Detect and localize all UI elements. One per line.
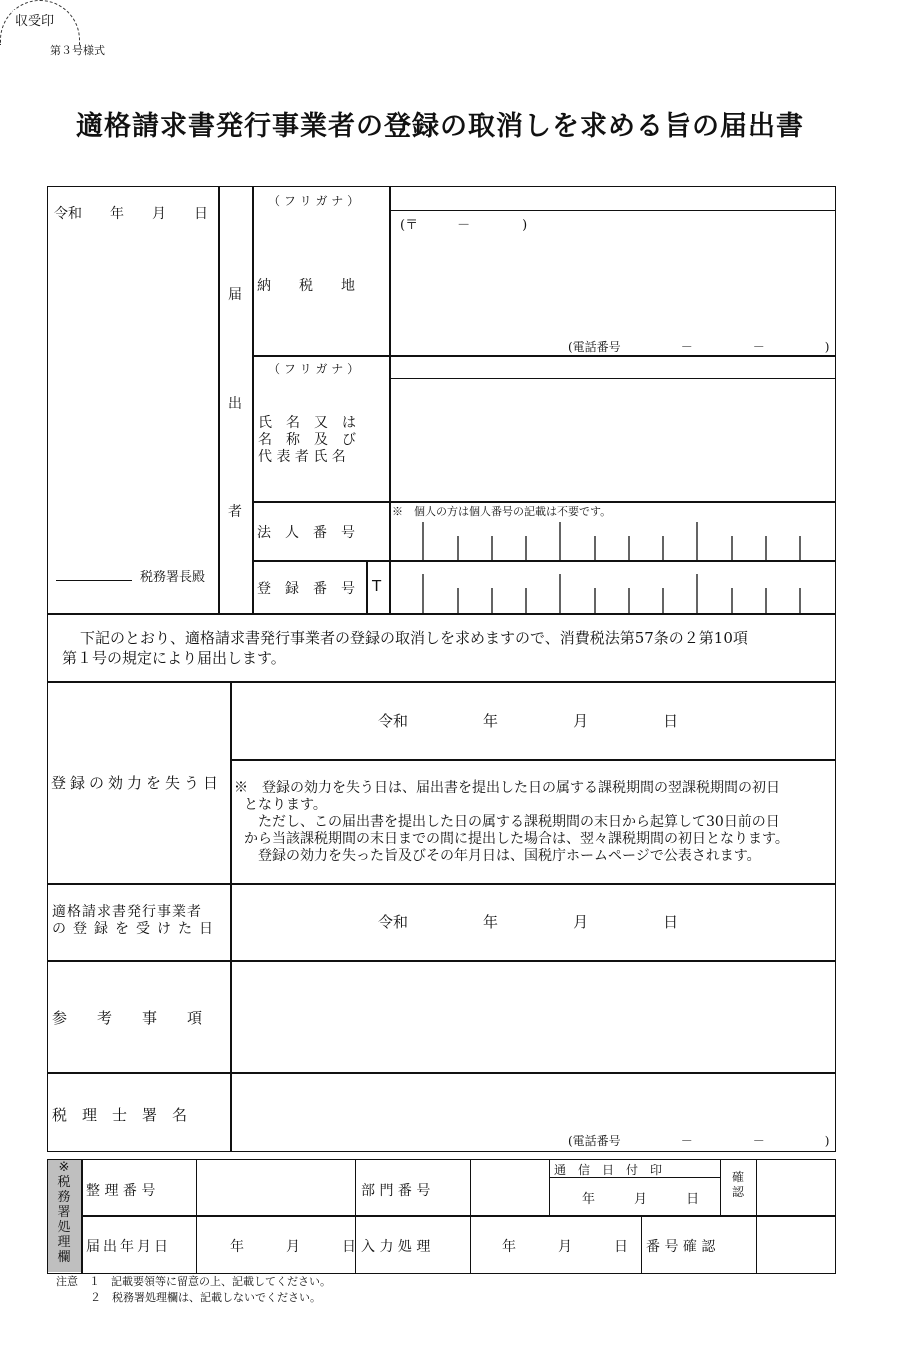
address-phone[interactable]: (電話番号 － － ) <box>568 340 830 354</box>
stamp-label: 収受印 <box>13 10 56 29</box>
registered-date[interactable]: 令和 年 月 日 <box>378 913 679 931</box>
confirm-label: 確 認 <box>731 1170 744 1199</box>
lose-effect-date[interactable]: 令和 年 月 日 <box>378 712 679 730</box>
filed-date-label: 届出年月日 <box>86 1239 171 1255</box>
number-confirm-label: 番 号 確 認 <box>646 1239 716 1255</box>
input-process-label: 入 力 処 理 <box>361 1239 431 1255</box>
notes: 注意 １ 記載要領等に留意の上、記載してください。 ２ 税務署処理欄は、記載しないでください。 <box>56 1275 331 1304</box>
applicant-char-3: 者 <box>228 504 242 520</box>
corp-number-note: ※ 個人の方は個人番号の記載は不要です。 <box>392 505 612 518</box>
postal-code[interactable]: (〒 － ) <box>400 218 528 233</box>
comm-date-ymd: 年 月 日 <box>582 1192 700 1207</box>
statement: 下記のとおり、適格請求書発行事業者の登録の取消しを求めますので、消費税法第57条の２第10項 第１号の規定により届出します。 <box>62 629 748 667</box>
applicant-char-1: 届 <box>228 287 242 303</box>
filing-date[interactable]: 令和 年 月 日 <box>54 206 208 222</box>
lose-effect-label: 登録の効力を失う日 <box>51 774 223 792</box>
corp-number-label: 法 人 番 号 <box>257 525 355 541</box>
lose-effect-notes: ※ 登録の効力を失う日は、届出書を提出した日の属する課税期間の翌課税期間の初日 となります。 ただし、この届出書を提出した日の属する課税期間の末日から起算して30日前の日 から当該課税期間の末日までの間に提出した場合は、翌々課税期間の初日となります。 登録の効力を失った旨及びその年月日は、国税庁ホームページで公表されます。 <box>234 780 789 864</box>
reference-label: 参 考 事 項 <box>52 1009 203 1027</box>
name-label: 氏 名 又 は 名 称 及 び 代 表 者 氏 名 <box>258 415 356 465</box>
reg-number-label: 登 録 番 号 <box>257 581 355 597</box>
reception-stamp-area <box>0 0 80 45</box>
form-number: 第３号様式 <box>50 44 105 57</box>
comm-date-label: 通 信 日 付 印 <box>554 1163 663 1177</box>
office-vertical-label: ※ 税 務 署 処 理 欄 <box>57 1160 71 1265</box>
tax-office-label: 税務署長殿 <box>140 570 206 585</box>
filed-date-ymd: 年 月 日 <box>230 1239 356 1255</box>
accountant-label: 税 理 士 署 名 <box>52 1106 188 1124</box>
address-label: 納 税 地 <box>257 278 355 294</box>
number-digit-boxes[interactable] <box>389 501 836 614</box>
dept-number-label: 部 門 番 号 <box>361 1183 431 1199</box>
furigana-label-name: （ フ リ ガ ナ ） <box>268 362 360 376</box>
form-title: 適格請求書発行事業者の登録の取消しを求める旨の届出書 <box>76 111 804 142</box>
control-number-label: 整 理 番 号 <box>86 1183 156 1199</box>
furigana-label-address: （ フ リ ガ ナ ） <box>268 194 360 208</box>
reg-prefix: T <box>372 577 382 595</box>
applicant-char-2: 出 <box>228 396 242 412</box>
input-process-ymd: 年 月 日 <box>502 1239 628 1255</box>
accountant-phone[interactable]: (電話番号 － － ) <box>568 1134 830 1148</box>
registered-label: 適格請求書発行事業者 の登録を受けた日 <box>52 904 220 937</box>
